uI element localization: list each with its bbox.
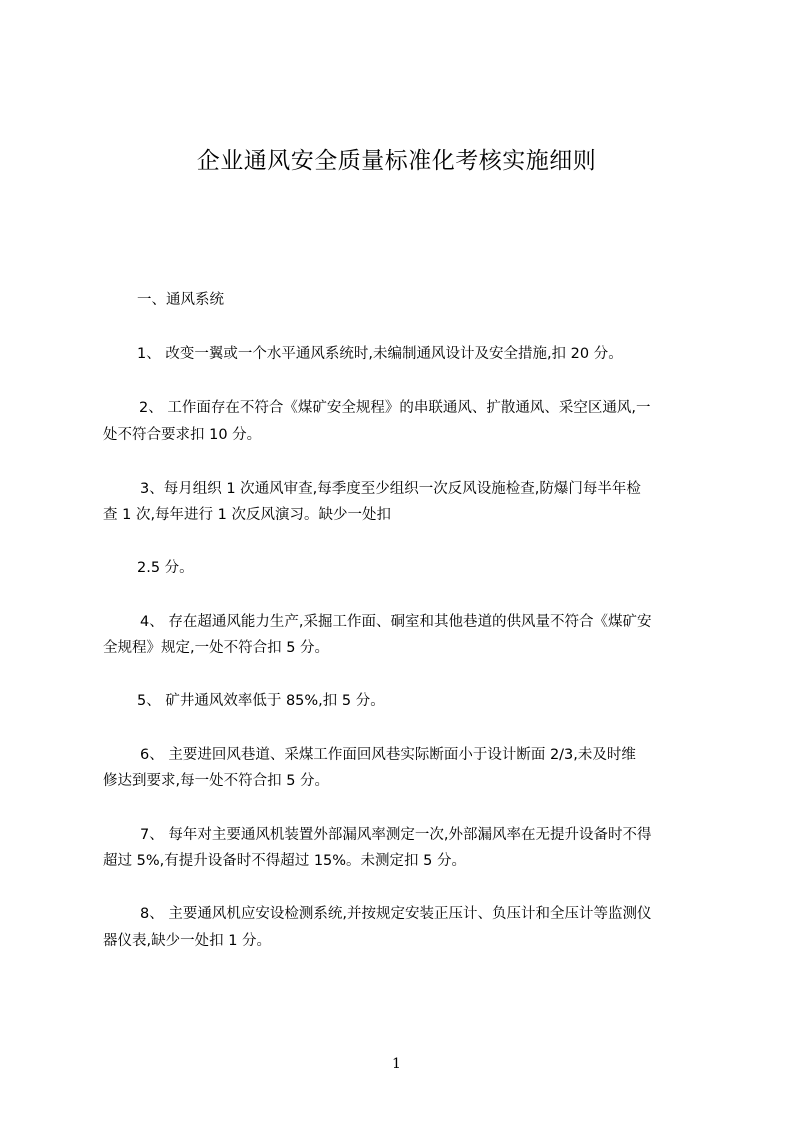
item-6-line-1: 6、 主要进回风巷道、采煤工作面回风巷实际断面小于设计断面 2/3,未及时维 bbox=[140, 747, 636, 763]
item-7-line-1: 7、 每年对主要通风机装置外部漏风率测定一次,外部漏风率在无提升设备时不得 bbox=[140, 827, 652, 843]
item-4-line-1: 4、 存在超通风能力生产,采掘工作面、硐室和其他巷道的供风量不符合《煤矿安 bbox=[140, 614, 652, 630]
item-2-line-1: 2、 工作面存在不符合《煤矿安全规程》的串联通风、扩散通风、采空区通风,一 bbox=[139, 400, 651, 416]
item-3-line-1: 3、每月组织 1 次通风审查,每季度至少组织一次反风设施检查,防爆门每半年检 bbox=[140, 481, 641, 497]
item-3-line-3: 2.5 分。 bbox=[137, 560, 194, 576]
item-7-line-2: 超过 5%,有提升设备时不得超过 15%。未测定扣 5 分。 bbox=[103, 853, 467, 869]
document-title: 企业通风安全质量标准化考核实施细则 bbox=[196, 148, 597, 174]
item-2-line-2: 处不符合要求扣 10 分。 bbox=[103, 427, 262, 443]
item-1-line-1: 1、 改变一翼或一个水平通风系统时,未编制通风设计及安全措施,扣 20 分。 bbox=[137, 346, 623, 362]
item-4-line-2: 全规程》规定,一处不符合扣 5 分。 bbox=[103, 640, 330, 656]
item-6-line-2: 修达到要求,每一处不符合扣 5 分。 bbox=[103, 773, 330, 789]
item-8-line-1: 8、 主要通风机应安设检测系统,并按规定安装正压计、负压计和全压计等监测仪 bbox=[140, 906, 652, 922]
item-8-line-2: 器仪表,缺少一处扣 1 分。 bbox=[103, 933, 272, 949]
item-3-line-2: 查 1 次,每年进行 1 次反风演习。缺少一处扣 bbox=[103, 507, 391, 523]
page-number: 1 bbox=[392, 1056, 401, 1072]
item-5-line-1: 5、 矿井通风效率低于 85%,扣 5 分。 bbox=[137, 693, 385, 709]
section-heading: 一、通风系统 bbox=[137, 292, 224, 308]
